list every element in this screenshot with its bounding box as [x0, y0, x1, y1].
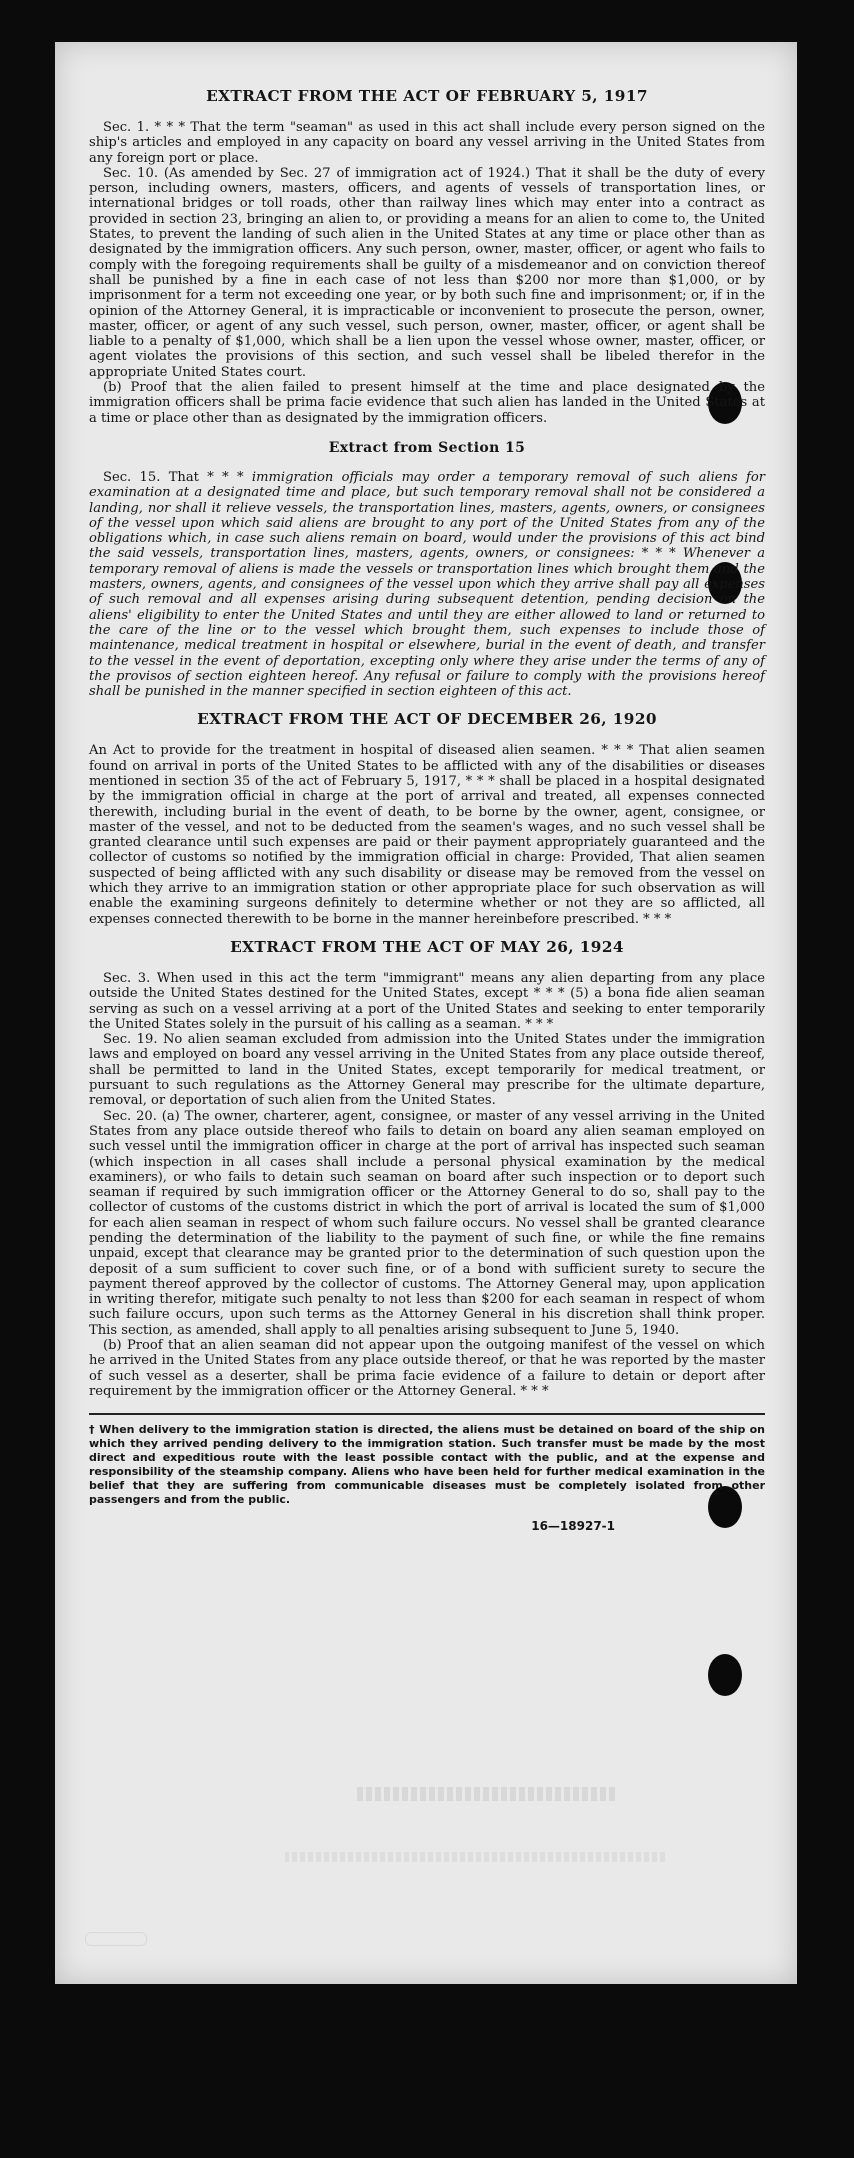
- paragraph-sec-10: Sec. 10. (As amended by Sec. 27 of immigration act of 1924.) That it shall be the duty of every person, including owners, masters, officers, and agents of vessels of transportation lines, or international bridges or toll roads, other than railway lines which may enter into a contract as provided in section 23, bringing an alien to, or providing a means for an alien to come to, the United States, to prevent the landing of such alien in the United States at any time or place other than as designated by the immigration officers. Any such person, owner, master, officer, or agent who fails to comply with the foregoing requirements shall be guilty of a misdemeanor and on conviction thereof shall be punished by a fine in each case of not less than $200 nor more than $1,000, or by imprisonment for a term not exceeding one year, or by both such fine and imprisonment; or, if in the opinion of the Attorney General, it is impracticable or inconvenient to prosecute the person, owner, master, officer, or agent of any such vessel, such person, owner, master, officer, or agent shall be liable to a penalty of $1,000, which shall be a lien upon the vessel whose owner, master, officer, or agent violates the provisions of this section, and such vessel shall be libeled therefor in the appropriate United States court.: [89, 165, 765, 380]
- section-heading-1920: EXTRACT FROM THE ACT OF DECEMBER 26, 1920: [197, 710, 657, 729]
- paragraph-sec-1: Sec. 1. * * * That the term "seaman" as used in this act shall include every person signed on the ship's articles and employed in any capacity on board any vessel arriving in the United States from any foreign port or place.: [89, 120, 765, 166]
- footnote: † When delivery to the immigration station is directed, the aliens must be detained on board of the ship on which they arrived pending delivery to the immigration station. Such transfer must be made by the most direct and expeditious route with the least possible contact with the public, and at the expense and responsibility of the steamship company. Aliens who have been held for further medical examination in the belief that they are suffering from communicable diseases must be completely isolated from other passengers and from the public.: [89, 1413, 765, 1507]
- form-number: 16—18927-1: [531, 1519, 615, 1534]
- paragraph-act-1920: An Act to provide for the treatment in hospital of diseased alien seamen. * * * That alien seamen found on arrival in ports of the United States to be afflicted with any of the disabilities or diseases mentioned in section 35 of the act of February 5, 1917, * * * shall be placed in a hospital designated by the immigration official in charge at the port of arrival and treated, all expenses connected therewith, including burial in the event of death, to be borne by the owner, agent, consignee, or master of the vessel, and not to be deducted from the seamen's wages, and no such vessel shall be granted clearance until such expenses are paid or their payment appropriately guaranteed and the collector of customs so notified by the immigration official in charge: Provided, That alien seamen suspected of being afflicted with any such disability or disease may be removed from the vessel on which they arrive to an immigration station or other appropriate place for such observation as will enable the examining surgeons definitely to determine whether or not they are so afflicted, all expenses connected therewith to be borne in the manner hereinbefore prescribed. * * *: [89, 743, 765, 927]
- bleed-through-decoration: [355, 1787, 615, 1801]
- paragraph-sec-20-b: (b) Proof that an alien seaman did not appear upon the outgoing manifest of the vessel on which he arrived in the United States from any place outside thereof, or that he was reported by the master of such vessel as a deserter, shall be prima facie evidence of a failure to detain or deport after requirement by the immigration officer or the Attorney General. * * *: [89, 1338, 765, 1399]
- bleed-through-decoration: [85, 1932, 147, 1946]
- subheading-section-15: Extract from Section 15: [328, 439, 526, 456]
- section-heading-1924: EXTRACT FROM THE ACT OF MAY 26, 1924: [230, 937, 624, 956]
- paragraph-sec-15: [89, 470, 765, 699]
- sec-15-lead: Sec. 15. That * * *: [103, 469, 252, 485]
- paragraph-sec-19: Sec. 19. No alien seaman excluded from admission into the United States under the immigration laws and employed on board any vessel arriving in the United States from any place outside thereof, shall be permitted to land in the United States, except temporarily for medical treatment, or pursuant to such regulations as the Attorney General may prescribe for the ultimate departure, removal, or deportation of such alien from the United States.: [89, 1032, 765, 1109]
- bleed-through-decoration: [285, 1852, 665, 1862]
- paragraph-sec-20-a: Sec. 20. (a) The owner, charterer, agent, consignee, or master of any vessel arriving in the United States from any place outside thereof who fails to detain on board any alien seaman employed on such vessel until the immigration officer in charge at the port of arrival has inspected such seaman (which inspection in all cases shall include a personal physical examination by the medical examiners), or who fails to detain such seaman on board after such inspection or to deport such seaman if required by such immigration officer or the Attorney General to do so, shall pay to the collector of customs of the customs district in which the port of arrival is located the sum of $1,000 for each alien seaman in respect of whom such failure occurs. No vessel shall be granted clearance pending the determination of the liability to the payment of such fine, or while the fine remains unpaid, except that clearance may be granted prior to the determination of such question upon the deposit of a sum sufficient to cover such fine, or of a bond with sufficient surety to secure the payment thereof approved by the collector of customs. The Attorney General may, upon application in writing therefor, mitigate such penalty to not less than $200 for each seaman in respect of whom such failure occurs, upon such terms as the Attorney General in his discretion shall think proper. This section, as amended, shall apply to all penalties arising subsequent to June 5, 1940.: [89, 1108, 765, 1338]
- punch-hole: [708, 1654, 742, 1696]
- paragraph-sec-10-b: (b) Proof that the alien failed to present himself at the time and place designated by the immigration officers shall be prima facie evidence that such alien has landed in the United States at a time or place other than as designated by the immigration officers.: [89, 380, 765, 426]
- paragraph-sec-3: Sec. 3. When used in this act the term "immigrant" means any alien departing from any place outside the United States destined for the United States, except * * * (5) a bona fide alien seaman serving as such on a vessel arriving at a port of the United States and seeking to enter temporarily the United States solely in the pursuit of his calling as a seaman. * * *: [89, 970, 765, 1032]
- document-body: [89, 86, 765, 1535]
- section-heading-1917: EXTRACT FROM THE ACT OF FEBRUARY 5, 1917: [206, 87, 648, 105]
- sec-15-body: immigration officials may order a temporary removal of such aliens for examination at a designated time and place, but such temporary removal shall not be considered a landing, nor shall it relieve vessels, the transportation lines, masters, agents, owners, or consignees of the vessel upon which said aliens are brought to any port of the United States from any of the obligations which, in case such aliens remain on board, would under the provisions of this act bind the said vessels, transportation lines, masters, agents, owners, or consignees: * * * Whenever a temporary removal of aliens is made the vessels or transportation lines which brought them and the masters, owners, agents, and consignees of the vessel upon which they arrive shall pay all expenses of such removal and all expenses arising during subsequent detention, pending decision on the aliens' eligibility to enter the United States and until they are either allowed to land or returned to the care of the line or to the vessel which brought them, such expenses to include those of maintenance, medical treatment in hospital or elsewhere, burial in the event of death, and transfer to the vessel in the event of deportation, excepting only where they arise under the terms of any of the provisos of section eighteen hereof. Any refusal or failure to comply with the provisions hereof shall be punished in the manner specified in section eighteen of this act.: [89, 469, 765, 700]
- document-page: [55, 42, 797, 1984]
